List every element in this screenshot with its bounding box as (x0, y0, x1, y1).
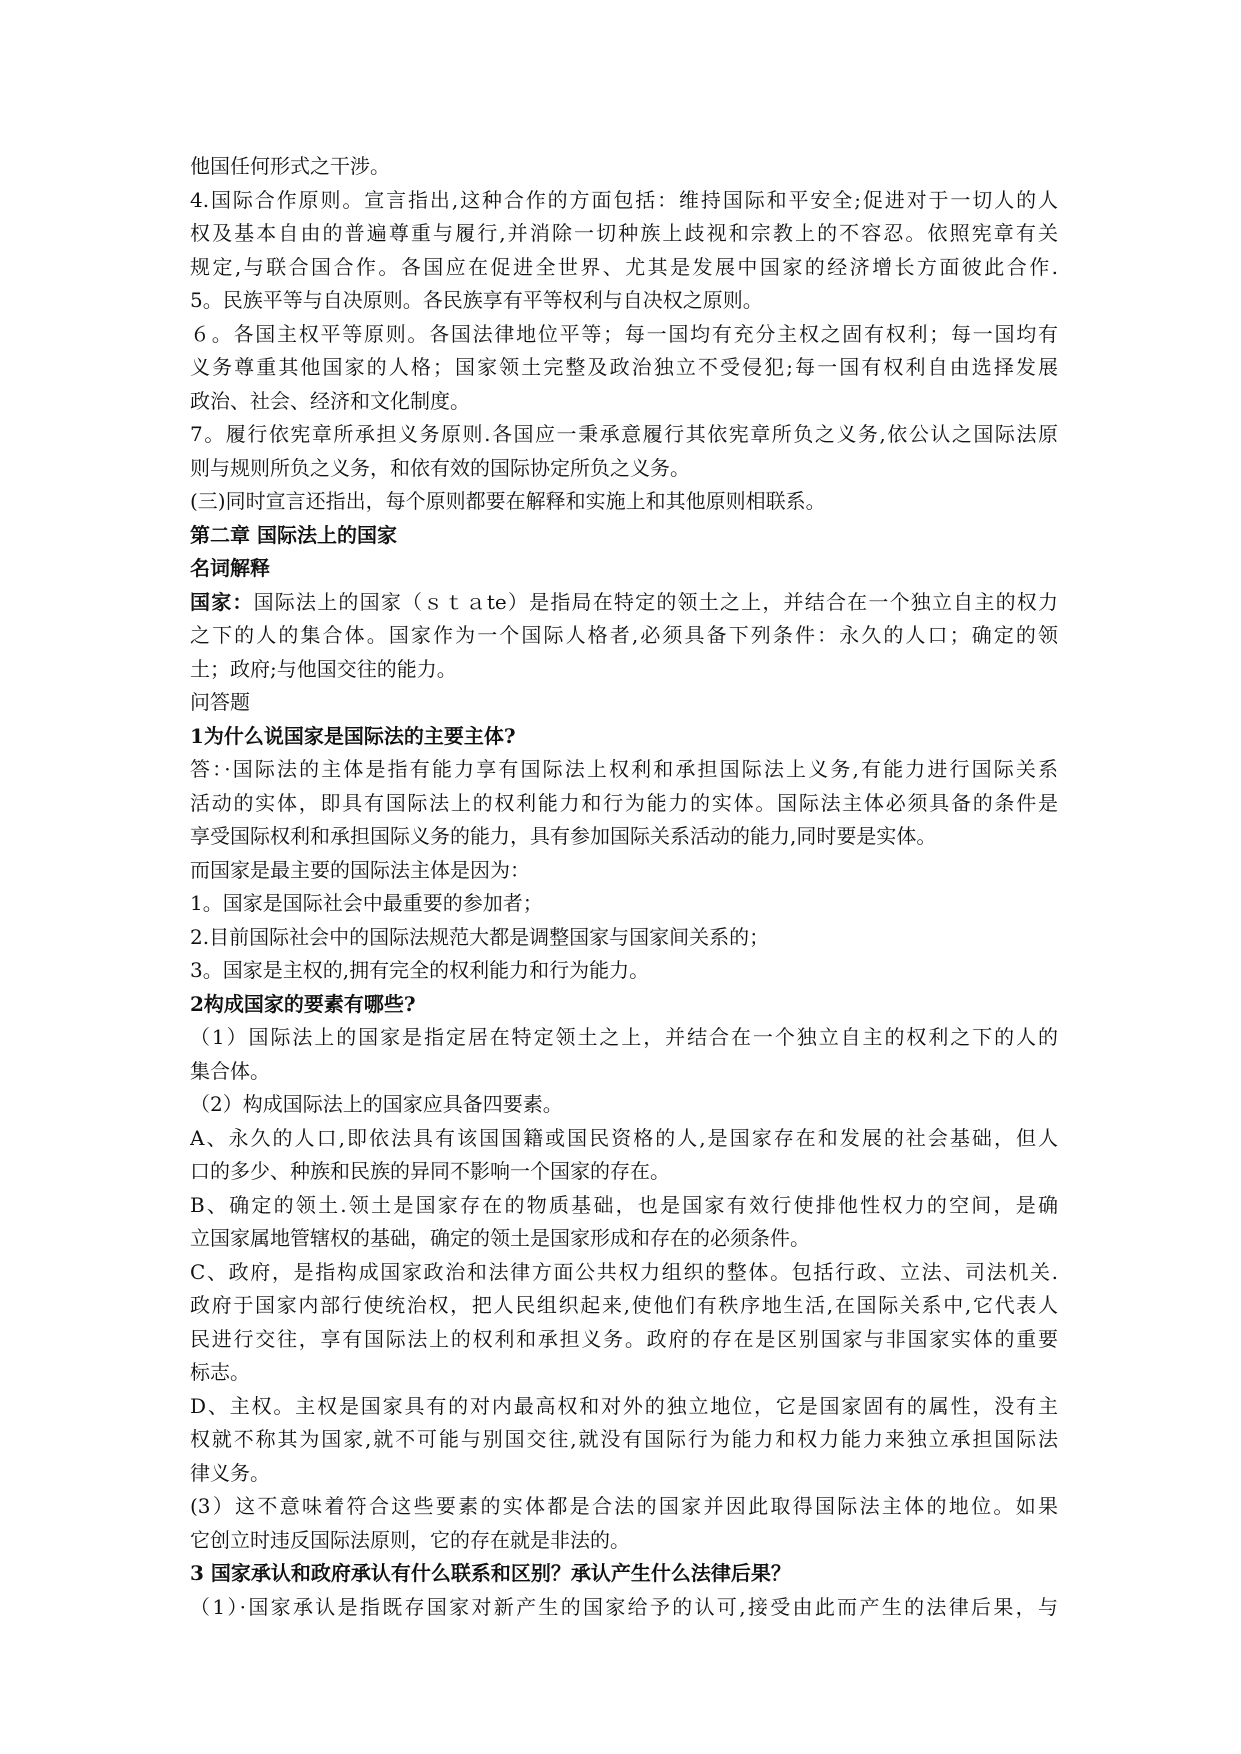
text-line: 7。履行依宪章所承担义务原则.各国应一秉承意履行其依宪章所负之义务,依公认之国际法原 (190, 422, 1058, 446)
text-line: 土；政府;与他国交往的能力。 (190, 656, 457, 681)
text-line: 民进行交往，享有国际法上的权利和承担义务。政府的存在是区别国家与非国家实体的重要 (190, 1326, 1058, 1351)
text-line: （1）·国家承认是指既存国家对新产生的国家给予的认可,接受由此而产生的法律后果，与 (190, 1594, 1058, 1619)
chapter-heading: 第二章 国际法上的国家 (190, 522, 397, 547)
text-line: C、政府，是指构成国家政治和法律方面公共权力组织的整体。包括行政、立法、司法机关. (190, 1259, 1058, 1284)
text-line: 1。国家是国际社会中最重要的参加者； (190, 891, 543, 915)
text-line: 律义务。 (190, 1460, 270, 1485)
text-line: (3）这不意味着符合这些要素的实体都是合法的国家并因此取得国际法主体的地位。如果 (190, 1494, 1058, 1518)
text-line: 享受国际权利和承担国际义务的能力，具有参加国际关系活动的能力,同时要是实体。 (190, 824, 937, 848)
question-heading: 2构成国家的要素有哪些? (190, 991, 416, 1016)
definition-line (190, 586, 1058, 620)
text-line: 权及基本自由的普遍尊重与履行,并消除一切种族上歧视和宗教上的不容忍。依照宪章有关 (190, 221, 1058, 245)
text-line: （1）国际法上的国家是指定居在特定领土之上，并结合在一个独立自主的权利之下的人的 (190, 1025, 1058, 1049)
question-heading: 1为什么说国家是国际法的主要主体? (190, 723, 516, 748)
term-label: 国家： (190, 589, 254, 614)
text-line: (三)同时宣言还指出，每个原则都要在解释和实施上和其他原则相联系。 (190, 489, 826, 513)
section-heading: 名词解释 (190, 556, 270, 580)
text-line: 权就不称其为国家,就不可能与别国交往,就没有国际行为能力和权力能力来独立承担国际法 (190, 1427, 1058, 1451)
text-line: D、主权。主权是国家具有的对内最高权和对外的独立地位，它是国家固有的属性，没有主 (190, 1393, 1058, 1418)
text-line: 5。民族平等与自决原则。各民族享有平等权利与自决权之原则。 (190, 288, 763, 312)
text-line: 活动的实体，即具有国际法上的权利能力和行为能力的实体。国际法主体必须具备的条件是 (190, 790, 1058, 815)
text-line: 规定,与联合国合作。各国应在促进全世界、尤其是发展中国家的经济增长方面彼此合作. (190, 254, 1058, 279)
text-line: 政府于国家内部行使统治权，把人民组织起来,使他们有秩序地生活,在国际关系中,它代表人 (190, 1293, 1058, 1317)
text-line: 集合体。 (190, 1058, 270, 1083)
text-line: （2）构成国际法上的国家应具备四要素。 (190, 1092, 563, 1116)
text-line: 立国家属地管辖权的基础，确定的领土是国家形成和存在的必须条件。 (190, 1226, 810, 1250)
text-line: 3。国家是主权的,拥有完全的权利能力和行为能力。 (190, 958, 650, 982)
text-line: 答：·国际法的主体是指有能力享有国际法上权利和承担国际法上义务,有能力进行国际关系 (190, 757, 1058, 781)
question-heading: 3 国家承认和政府承认有什么联系和区别？承认产生什么法律后果？ (190, 1561, 791, 1585)
text-line: A、永久的人口,即依法具有该国国籍或国民资格的人,是国家存在和发展的社会基础，但人 (190, 1125, 1058, 1150)
text-line: 义务尊重其他国家的人格；国家领土完整及政治独立不受侵犯;每一国有权利自由选择发展 (190, 355, 1058, 379)
text-line: 标志。 (190, 1360, 250, 1384)
text-line: 4.国际合作原则。宣言指出,这种合作的方面包括：维持国际和平安全;促进对于一切人的人 (190, 187, 1058, 212)
definition-text: 国际法上的国家（ｓｔａte）是指局在特定的领土之上，并结合在一个独立自主的权力 (253, 589, 1058, 614)
text-line: 则与规则所负之义务，和依有效的国际协定所负之义务。 (190, 455, 690, 480)
text-line: 而国家是最主要的国际法主体是因为： (190, 857, 530, 882)
document-page (190, 150, 1058, 1624)
section-label: 问答题 (190, 690, 250, 714)
text-line: 2.目前国际社会中的国际法规范大都是调整国家与国家间关系的； (190, 924, 770, 949)
text-line: 政治、社会、经济和文化制度。 (190, 388, 470, 413)
text-line: ６。各国主权平等原则。各国法律地位平等；每一国均有充分主权之固有权利；每一国均有 (190, 321, 1058, 346)
text-line: 他国任何形式之干涉。 (190, 154, 390, 178)
text-line: 口的多少、种族和民族的异同不影响一个国家的存在。 (190, 1159, 670, 1183)
text-line: B、确定的领土.领土是国家存在的物质基础，也是国家有效行使排他性权力的空间，是确 (190, 1192, 1058, 1217)
text-line: 之下的人的集合体。国家作为一个国际人格者,必须具备下列条件：永久的人口；确定的领 (190, 623, 1058, 647)
text-line: 它创立时违反国际法原则，它的存在就是非法的。 (190, 1527, 630, 1552)
